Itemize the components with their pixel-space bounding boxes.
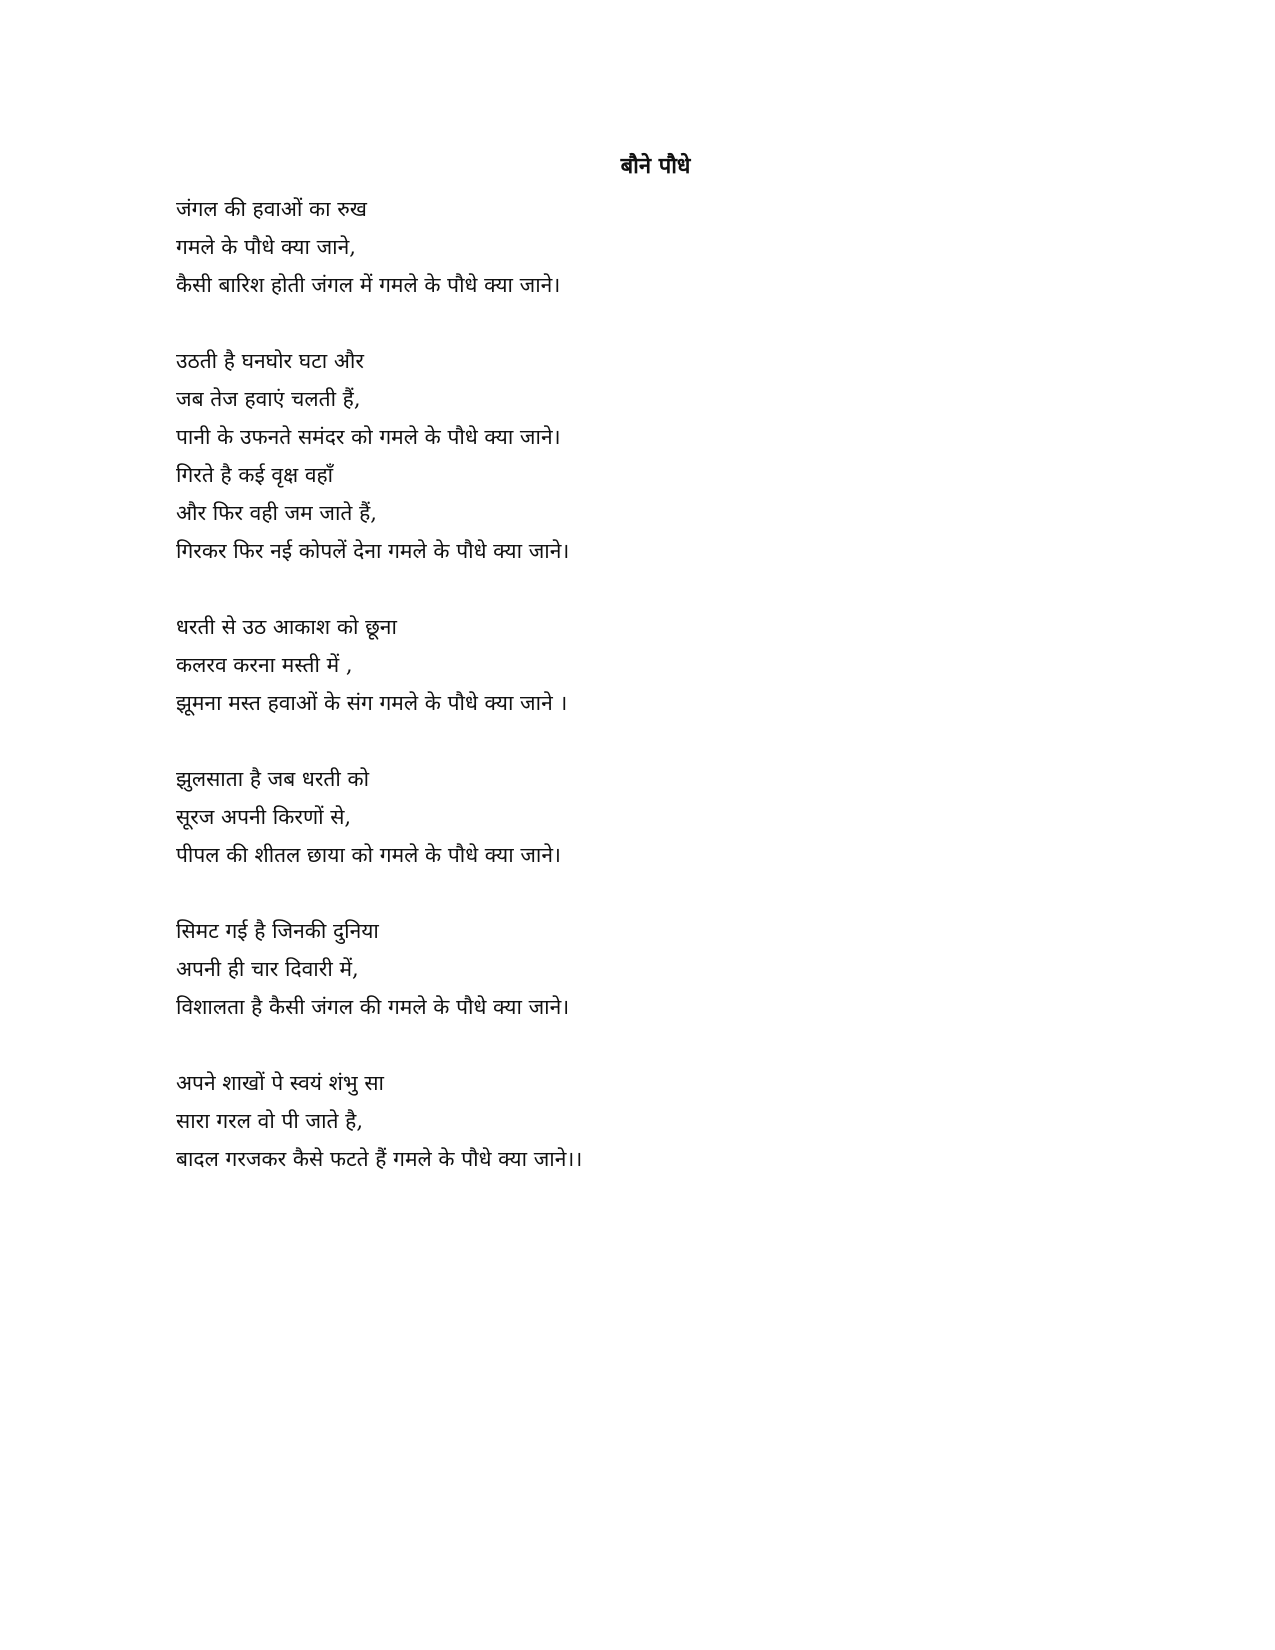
poem-body	[176, 190, 1176, 1216]
poem-line: गिरकर फिर नई कोपलें देना गमले के पौधे क्या जाने।	[176, 539, 570, 563]
poem-line: झूमना मस्त हवाओं के संग गमले के पौधे क्या जाने ।	[176, 691, 568, 715]
poem-line: कलरव करना मस्ती में ,	[176, 653, 353, 677]
poem-line: कैसी बारिश होती जंगल में गमले के पौधे क्या जाने।	[176, 273, 561, 297]
poem-line: उठती है घनघोर घटा और	[176, 349, 364, 373]
stanza-1	[176, 190, 1176, 304]
poem-line: सारा गरल वो पी जाते है,	[176, 1109, 363, 1133]
stanza-3	[176, 608, 1176, 722]
poem-line: सूरज अपनी किरणों से,	[176, 805, 352, 829]
stanza-6	[176, 1064, 1176, 1178]
stanza-5	[176, 912, 1176, 1026]
poem-title-text: बौने पौधे	[620, 153, 691, 179]
poem-line: विशालता है कैसी जंगल की गमले के पौधे क्या जाने।	[176, 995, 570, 1019]
poem-line: झुलसाता है जब धरती को	[176, 767, 370, 791]
poem-line: सिमट गई है जिनकी दुनिया	[176, 919, 379, 943]
poem-line: धरती से उठ आकाश को छूना	[176, 615, 397, 639]
poem-title	[0, 150, 1275, 182]
poem-line: अपने शाखों पे स्वयं शंभु सा	[176, 1071, 384, 1095]
poem-line: गमले के पौधे क्या जाने,	[176, 235, 356, 259]
poem-line: जंगल की हवाओं का रुख	[176, 197, 367, 221]
poem-line: पीपल की शीतल छाया को गमले के पौधे क्या जाने।	[176, 843, 561, 867]
poem-line: और फिर वही जम जाते हैं,	[176, 501, 377, 525]
stanza-4	[176, 760, 1176, 874]
poem-line: बादल गरजकर कैसे फटते हैं गमले के पौधे क्या जाने।।	[176, 1147, 583, 1171]
poem-line: गिरते है कई वृक्ष वहाँ	[176, 463, 334, 487]
stanza-2	[176, 342, 1176, 570]
poem-line: पानी के उफनते समंदर को गमले के पौधे क्या जाने।	[176, 425, 561, 449]
poem-line: अपनी ही चार दिवारी में,	[176, 957, 359, 981]
poem-line: जब तेज हवाएं चलती हैं,	[176, 387, 361, 411]
